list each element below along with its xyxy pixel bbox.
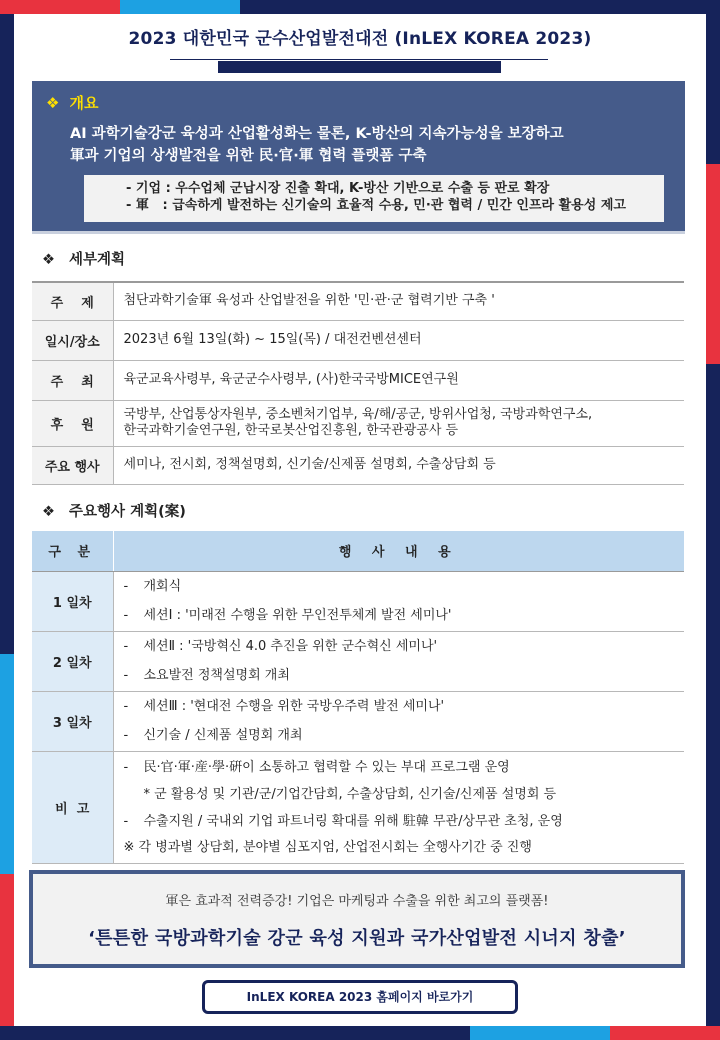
detail-heading-text: 세부계획 — [69, 252, 126, 268]
table-row — [32, 446, 684, 484]
frame-bar-navy — [0, 1026, 470, 1040]
row-key: 주 최 — [32, 360, 113, 400]
overview-text-line: AI 과학기술강군 육성과 산업활성화는 물론, K-방산의 지속가능성을 보장하고 — [70, 126, 564, 142]
day-content — [113, 631, 684, 691]
schedule-table — [32, 531, 684, 864]
page-title: 2023 대한민국 군수산업발전대전 (InLEX KOREA 2023) — [128, 29, 592, 49]
list-item-text: 세션Ⅲ : '현대전 수행을 위한 국방우주력 발전 세미나' — [143, 699, 445, 714]
list-item-subnote: * 군 활용성 및 기관/군/기업간담회, 수출상담회, 신기술/신제품 설명회 등 — [143, 787, 557, 802]
detail-heading — [42, 248, 125, 269]
overview-sub-line: - 軍 : 급속하게 발전하는 신기술의 효율적 수용, 민·관 협력 / 민간 인프라 활용성 제고 — [126, 198, 626, 213]
diamond-bullet-icon: ❖ — [42, 252, 55, 268]
overview-heading-text: 개요 — [69, 94, 99, 112]
title-underline — [170, 59, 548, 60]
day-content — [113, 691, 684, 751]
frame-bar-blue — [120, 0, 240, 14]
list-item-text: 개회식 — [143, 579, 182, 594]
diamond-bullet-icon: ❖ — [42, 504, 55, 520]
slogan-subtext: 軍은 효과적 전력증강! 기업은 마케팅과 수출을 위한 최고의 플랫폼! — [165, 894, 549, 909]
table-row — [32, 282, 684, 320]
list-item-note: ※ 각 병과별 상담회, 분야별 심포지엄, 산업전시회는 全행사기간 중 진행 — [123, 840, 532, 855]
table-row — [32, 571, 684, 631]
list-item: - 개회식 — [123, 579, 182, 594]
row-key: 주요 행사 — [32, 446, 113, 484]
row-value-line: 한국과학기술연구원, 한국로봇산업진흥원, 한국관광공사 등 — [123, 423, 459, 438]
frame-bar-red — [0, 874, 14, 1040]
list-item-text: 民·官·軍·産·學·硏이 소통하고 협력할 수 있는 부대 프로그램 운영 — [143, 760, 510, 775]
diamond-bullet-icon: ❖ — [46, 94, 60, 112]
overview-sub-box — [84, 175, 664, 222]
day-label: 1 일차 — [32, 571, 113, 631]
frame-bar-navy — [240, 0, 720, 14]
slogan-box — [29, 870, 685, 968]
frame-bar-red — [610, 1026, 720, 1040]
list-item: - 세션Ⅱ : '국방혁신 4.0 추진을 위한 군수혁신 세미나' — [123, 639, 438, 654]
list-item-text: 소요발전 정책설명회 개최 — [143, 668, 290, 683]
frame-bar-navy — [0, 14, 14, 654]
list-item-text: 수출지원 / 국내외 기업 파트너링 확대를 위해 駐韓 무관/상무관 초청, 운영 — [143, 814, 563, 829]
frame-bar-red — [0, 0, 120, 14]
row-key: 주 제 — [32, 282, 113, 320]
overview-heading — [46, 92, 98, 113]
row-key: 일시/장소 — [32, 320, 113, 360]
column-header: 행 사 내 용 — [113, 531, 684, 571]
frame-bar-navy — [706, 364, 720, 1040]
table-row — [32, 691, 684, 751]
table-row — [32, 631, 684, 691]
table-row — [32, 320, 684, 360]
overview-sub-line: - 기업 : 우수업체 군납시장 진출 확대, K-방산 기반으로 수출 등 판로 확장 — [126, 181, 550, 196]
frame-bar-blue — [0, 654, 14, 874]
title-underline-bar — [218, 61, 501, 73]
row-value: 세미나, 전시회, 정책설명회, 신기술/신제품 설명회, 수출상담회 등 — [113, 446, 684, 484]
list-item: - 民·官·軍·産·學·硏이 소통하고 협력할 수 있는 부대 프로그램 운영 — [123, 760, 510, 775]
row-value: 첨단과학기술軍 육성과 산업발전을 위한 '민·관·군 협력기반 구축 ' — [113, 282, 684, 320]
row-value — [113, 400, 684, 446]
list-item: - 수출지원 / 국내외 기업 파트너링 확대를 위해 駐韓 무관/상무관 초청, 운영 — [123, 814, 563, 829]
list-item: - 세션Ⅰ : '미래전 수행을 위한 무인전투체계 발전 세미나' — [123, 608, 452, 623]
list-item: - 신기술 / 신제품 설명회 개최 — [123, 728, 303, 743]
row-value: 육군교육사령부, 육군군수사령부, (사)한국국방MICE연구원 — [113, 360, 684, 400]
homepage-link-button[interactable]: InLEX KOREA 2023 홈페이지 바로가기 — [202, 980, 518, 1014]
row-value-line: 국방부, 산업통상자원부, 중소벤처기업부, 육/해/공군, 방위사업청, 국방과학연구소, — [123, 407, 593, 422]
note-label: 비 고 — [32, 751, 113, 863]
note-content — [113, 751, 684, 863]
schedule-heading-text: 주요행사 계획(案) — [69, 504, 186, 520]
table-row — [32, 400, 684, 446]
detail-table — [32, 281, 684, 485]
row-key: 후 원 — [32, 400, 113, 446]
day-content — [113, 571, 684, 631]
frame-bar-blue — [470, 1026, 610, 1040]
table-row — [32, 751, 684, 863]
list-item-text: 세션Ⅱ : '국방혁신 4.0 추진을 위한 군수혁신 세미나' — [143, 639, 438, 654]
slogan-main: ‘튼튼한 국방과학기술 강군 육성 지원과 국가산업발전 시너지 창출’ — [88, 928, 626, 949]
list-item-text: 세션Ⅰ : '미래전 수행을 위한 무인전투체계 발전 세미나' — [143, 608, 452, 623]
list-item: - 소요발전 정책설명회 개최 — [123, 668, 290, 683]
list-item-text: 신기술 / 신제품 설명회 개최 — [143, 728, 303, 743]
frame-bar-red — [706, 164, 720, 364]
day-label: 2 일차 — [32, 631, 113, 691]
table-header-row — [32, 531, 684, 571]
overview-text — [70, 123, 670, 167]
schedule-heading — [42, 500, 186, 521]
day-label: 3 일차 — [32, 691, 113, 751]
column-header: 구 분 — [32, 531, 113, 571]
overview-text-line: 軍과 기업의 상생발전을 위한 民·官·軍 협력 플랫폼 구축 — [70, 148, 427, 164]
row-value: 2023년 6월 13일(화) ~ 15일(목) / 대전컨벤션센터 — [113, 320, 684, 360]
table-row — [32, 360, 684, 400]
list-item: - 세션Ⅲ : '현대전 수행을 위한 국방우주력 발전 세미나' — [123, 699, 445, 714]
overview-box — [32, 81, 685, 234]
